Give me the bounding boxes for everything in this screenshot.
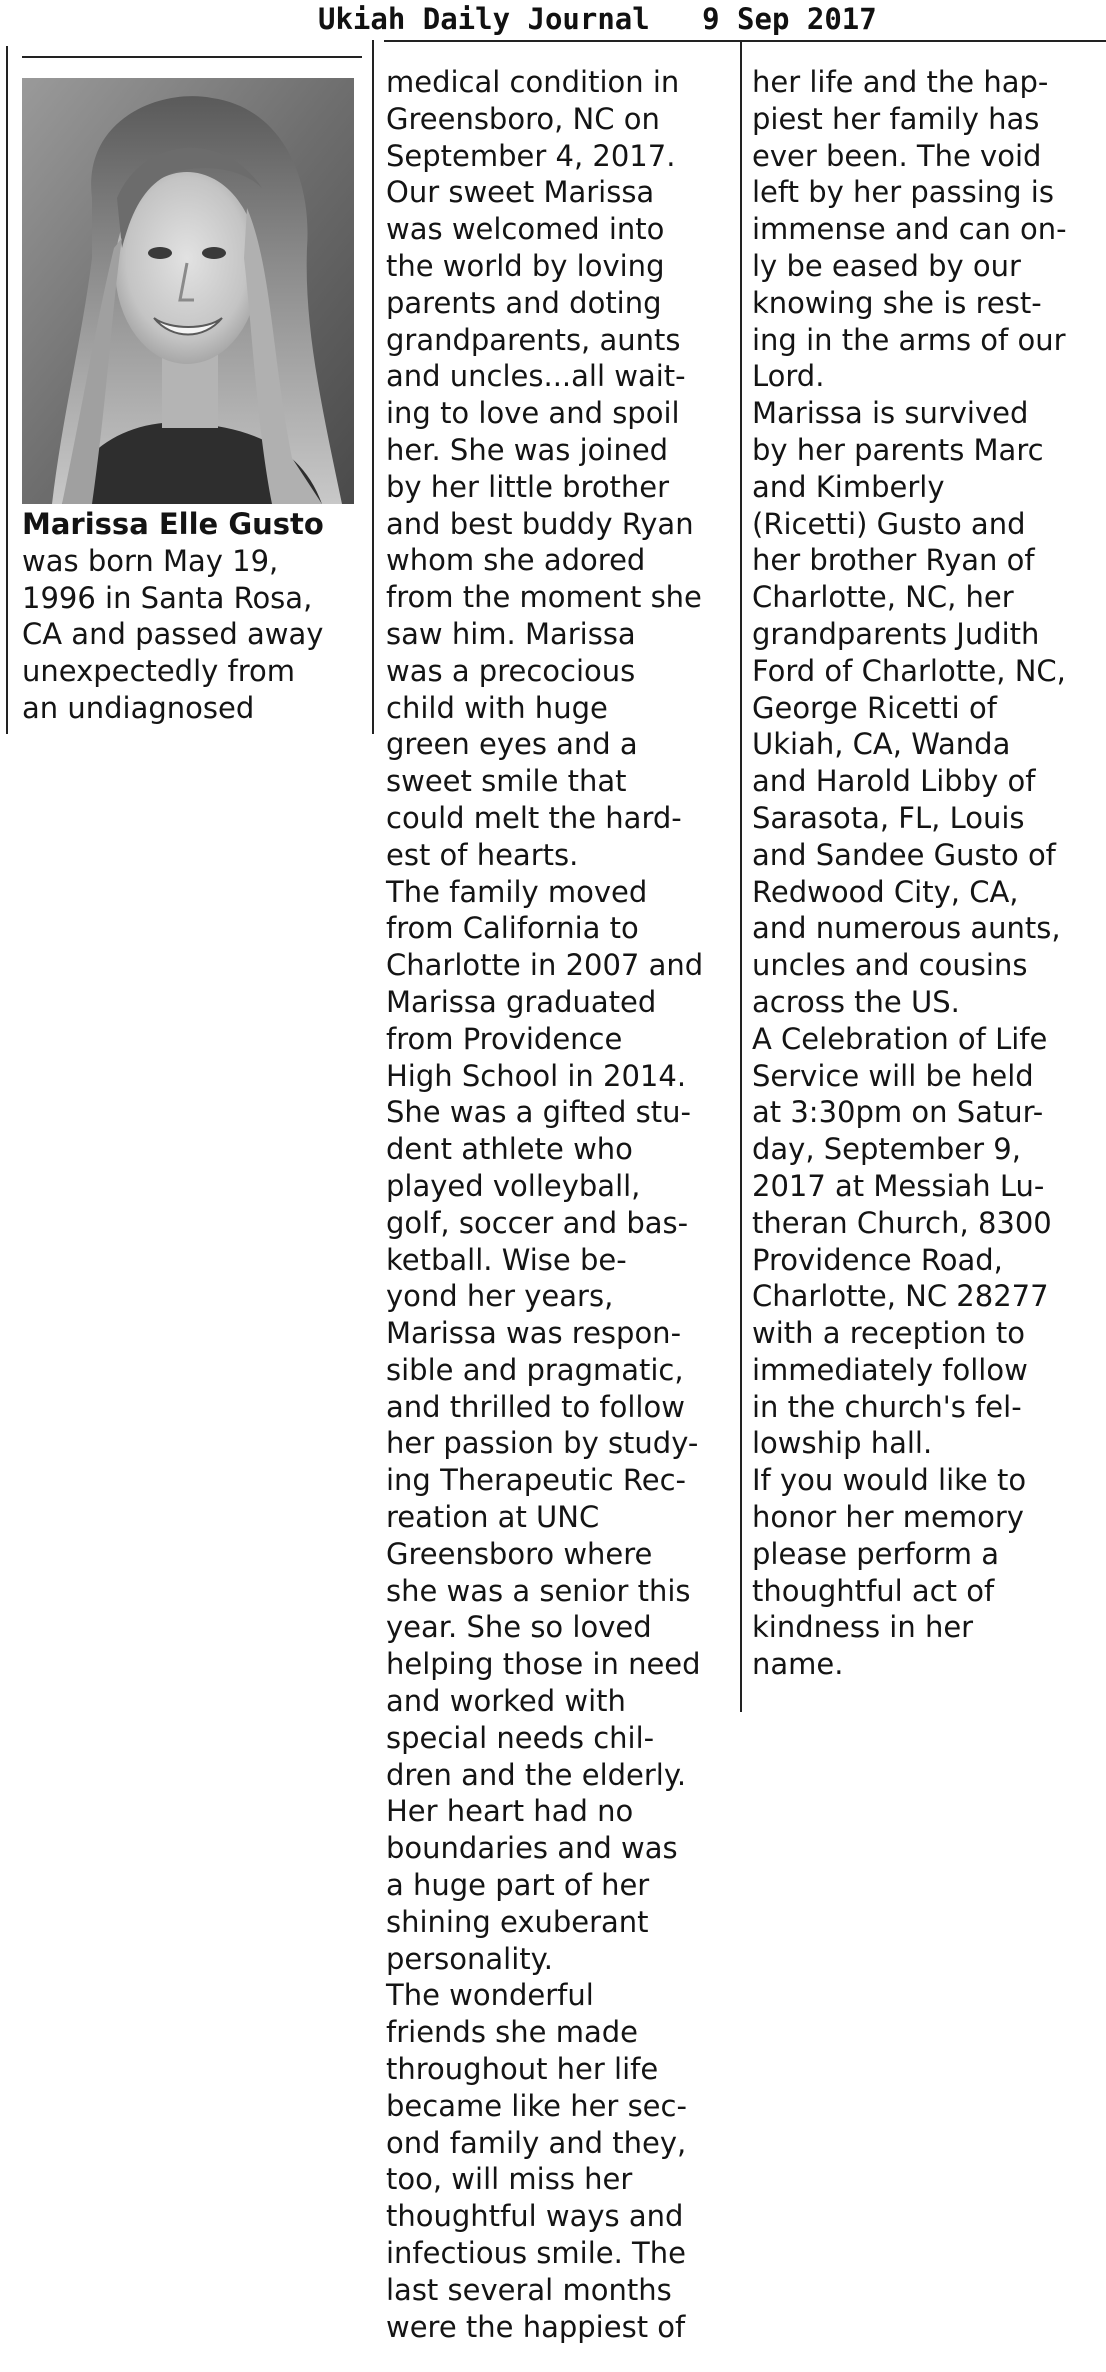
column-1-text-line: unexpectedly from	[22, 654, 295, 689]
column-2-text-line: she was a senior this	[386, 1573, 691, 1608]
column-3-text-line: Sarasota, FL, Louis	[752, 800, 1025, 835]
column-3-text-line: kindness in her	[752, 1610, 974, 1645]
column-3-text-line: grandparents Judith	[752, 616, 1040, 651]
column-2-text-line: too, will miss her	[386, 2162, 633, 2197]
portrait-photo	[22, 78, 354, 504]
column-2-text-line: ing to love and spoil	[386, 396, 680, 431]
column-3-text-line: thoughtful act of	[752, 1573, 995, 1608]
column-3-text-line: ever been. The void	[752, 138, 1042, 173]
column-3-text-line: theran Church, 8300	[752, 1205, 1052, 1240]
column-2-text-line: Greensboro, NC on	[386, 101, 660, 136]
column-2-text-line: ketball. Wise be-	[386, 1242, 627, 1277]
column-3-text-line: with a reception to	[752, 1316, 1025, 1351]
column-2-text-line: helping those in need	[386, 1647, 701, 1682]
column-3-text-line: lowship hall.	[752, 1426, 933, 1461]
column-3-text-line: left by her passing is	[752, 175, 1054, 210]
column-3-text-line: uncles and cousins	[752, 948, 1028, 983]
column-3-text-line: Charlotte, NC, her	[752, 580, 1014, 615]
column-3-text-line: and Harold Libby of	[752, 764, 1036, 799]
column-3-text-line: Service will be held	[752, 1058, 1034, 1093]
column-3-text-line: If you would like to	[752, 1463, 1027, 1498]
column-2-text-line: by her little brother	[386, 469, 670, 504]
column-3-text-line: George Ricetti of	[752, 690, 997, 725]
column-2-text-line: yond her years,	[386, 1279, 614, 1314]
column-3-text-line: across the US.	[752, 984, 960, 1019]
column-3-text-line: A Celebration of Life	[752, 1021, 1048, 1056]
column-2-text-line: were the happiest of	[386, 2309, 686, 2344]
header-rule-right	[384, 40, 1106, 42]
column-3-text-line: Ukiah, CA, Wanda	[752, 727, 1011, 762]
column-3-text-line: please perform a	[752, 1536, 1000, 1571]
column-3-text-line: at 3:30pm on Satur-	[752, 1095, 1044, 1130]
column-1-text-line: was born May 19,	[22, 543, 279, 578]
column-2-text-line: Marissa was respon-	[386, 1316, 682, 1351]
column-3-text-line: ly be eased by our	[752, 248, 1021, 283]
column-2-text-line: and worked with	[386, 1684, 626, 1719]
column-2-text-line: played volleyball,	[386, 1168, 641, 1203]
obituary-column-2	[386, 64, 703, 2345]
masthead	[0, 0, 1106, 40]
column-2-text-line: medical condition in	[386, 65, 680, 99]
column-divider-2	[740, 40, 742, 1712]
column-2-text-line: Charlotte in 2007 and	[386, 948, 704, 983]
column-2-text-line: could melt the hard-	[386, 800, 682, 835]
column-2-text-line: her. She was joined	[386, 432, 669, 467]
column-divider-1	[372, 40, 374, 734]
column-3-text-line: and Sandee Gusto of	[752, 837, 1056, 872]
column-3-text-line: Providence Road,	[752, 1242, 1003, 1277]
column-3-text-line: by her parents Marc	[752, 432, 1044, 467]
column-2-text-line: ing Therapeutic Rec-	[386, 1463, 687, 1498]
column-3-text-line: ing in the arms of our	[752, 322, 1066, 357]
column-2-text-line: saw him. Marissa	[386, 616, 636, 651]
column-3-text-line: Lord.	[752, 359, 825, 394]
column-2-text-line: thoughtful ways and	[386, 2199, 684, 2234]
column-2-text-line: The wonderful	[386, 1978, 594, 2013]
column-2-text-line: dren and the elderly.	[386, 1757, 687, 1792]
column-2-text-line: from Providence	[386, 1021, 623, 1056]
publication-date: 9 Sep 2017	[702, 2, 877, 36]
masthead-text	[318, 2, 877, 36]
column-2-text-line: was a precocious	[386, 653, 636, 688]
column-3-text-line: her brother Ryan of	[752, 543, 1035, 578]
column-2-text-line: Our sweet Marissa	[386, 175, 655, 210]
column-2-text-line: and uncles...all wait-	[386, 359, 686, 394]
column-2-text-line: ond family and they,	[386, 2125, 687, 2160]
column-2-text-line: High School in 2014.	[386, 1058, 687, 1093]
column-3-text-line: and numerous aunts,	[752, 911, 1061, 946]
column-3-text-line: Marissa is survived	[752, 396, 1029, 431]
column-2-text-line: dent athlete who	[386, 1132, 633, 1167]
column-2-text-line: grandparents, aunts	[386, 322, 681, 357]
column-2-text-line: reation at UNC	[386, 1500, 600, 1535]
column-3-text-line: name.	[752, 1647, 844, 1682]
obituary-column-3	[752, 64, 1067, 1683]
column-2-text-line: became like her sec-	[386, 2088, 687, 2123]
column-3-text-line: honor her memory	[752, 1500, 1024, 1535]
column-3-text-line: Charlotte, NC 28277	[752, 1279, 1049, 1314]
column-2-text-line: Greensboro where	[386, 1536, 653, 1571]
column-1-text-line: CA and passed away	[22, 617, 324, 652]
column-2-text-line: She was a gifted stu-	[386, 1095, 691, 1130]
column-2-text-line: parents and doting	[386, 285, 662, 320]
column-3-text-line: Ford of Charlotte, NC,	[752, 653, 1066, 688]
column-2-text-line: boundaries and was	[386, 1831, 678, 1866]
column-2-text-line: from California to	[386, 911, 639, 946]
column-2-text-line: year. She so loved	[386, 1610, 652, 1645]
column-1-text-line: 1996 in Santa Rosa,	[22, 580, 313, 615]
column-3-text-line: knowing she is rest-	[752, 285, 1042, 320]
column-3-text-line: immense and can on-	[752, 212, 1067, 247]
column-2-text-line: last several months	[386, 2272, 672, 2307]
column-2-text-line: sible and pragmatic,	[386, 1352, 684, 1387]
column-divider-left-edge	[6, 46, 8, 734]
column-1-text-line: an undiagnosed	[22, 690, 255, 725]
column-2-text-line: the world by loving	[386, 248, 665, 283]
column-2-text-line: sweet smile that	[386, 764, 627, 799]
column-2-text-line: friends she made	[386, 2015, 638, 2050]
column-3-text-line: and Kimberly	[752, 469, 945, 504]
publication-name: Ukiah Daily Journal	[318, 2, 650, 36]
column-2-text-line: her passion by study-	[386, 1426, 699, 1461]
column-2-text-line: whom she adored	[386, 543, 646, 578]
column-2-text-line: and thrilled to follow	[386, 1389, 685, 1424]
column-2-text-line: was welcomed into	[386, 212, 665, 247]
column-2-text-line: infectious smile. The	[386, 2236, 686, 2271]
column-3-text-line: piest her family has	[752, 101, 1040, 136]
column-3-text-line: (Ricetti) Gusto and	[752, 506, 1026, 541]
column-3-text-line: 2017 at Messiah Lu-	[752, 1168, 1045, 1203]
column-2-text-line: a huge part of her	[386, 1868, 650, 1903]
column-2-text-line: throughout her life	[386, 2052, 659, 2087]
column-3-text-line: Redwood City, CA,	[752, 874, 1019, 909]
deceased-name: Marissa Elle Gusto	[22, 507, 324, 541]
column-2-text-line: personality.	[386, 1941, 553, 1976]
column-2-text-line: Her heart had no	[386, 1794, 634, 1829]
header-rule-left	[22, 56, 362, 58]
column-2-text-line: golf, soccer and bas-	[386, 1205, 689, 1240]
column-2-text-line: shining exuberant	[386, 1904, 649, 1939]
column-2-text-line: child with huge	[386, 690, 608, 725]
column-2-text-line: green eyes and a	[386, 727, 638, 762]
column-3-text-line: day, September 9,	[752, 1132, 1021, 1167]
column-3-text-line: immediately follow	[752, 1352, 1028, 1387]
column-2-text-line: and best buddy Ryan	[386, 506, 694, 541]
column-2-text-line: from the moment she	[386, 580, 702, 615]
obituary-column-1	[22, 506, 324, 727]
column-2-text-line: est of hearts.	[386, 837, 579, 872]
column-2-text-line: special needs chil-	[386, 1720, 655, 1755]
column-2-text-line: September 4, 2017.	[386, 138, 676, 173]
column-2-text-line: Marissa graduated	[386, 984, 657, 1019]
column-2-text-line: The family moved	[386, 874, 648, 909]
column-3-text-line: in the church's fel-	[752, 1389, 1022, 1424]
column-3-text-line: her life and the hap-	[752, 65, 1049, 99]
